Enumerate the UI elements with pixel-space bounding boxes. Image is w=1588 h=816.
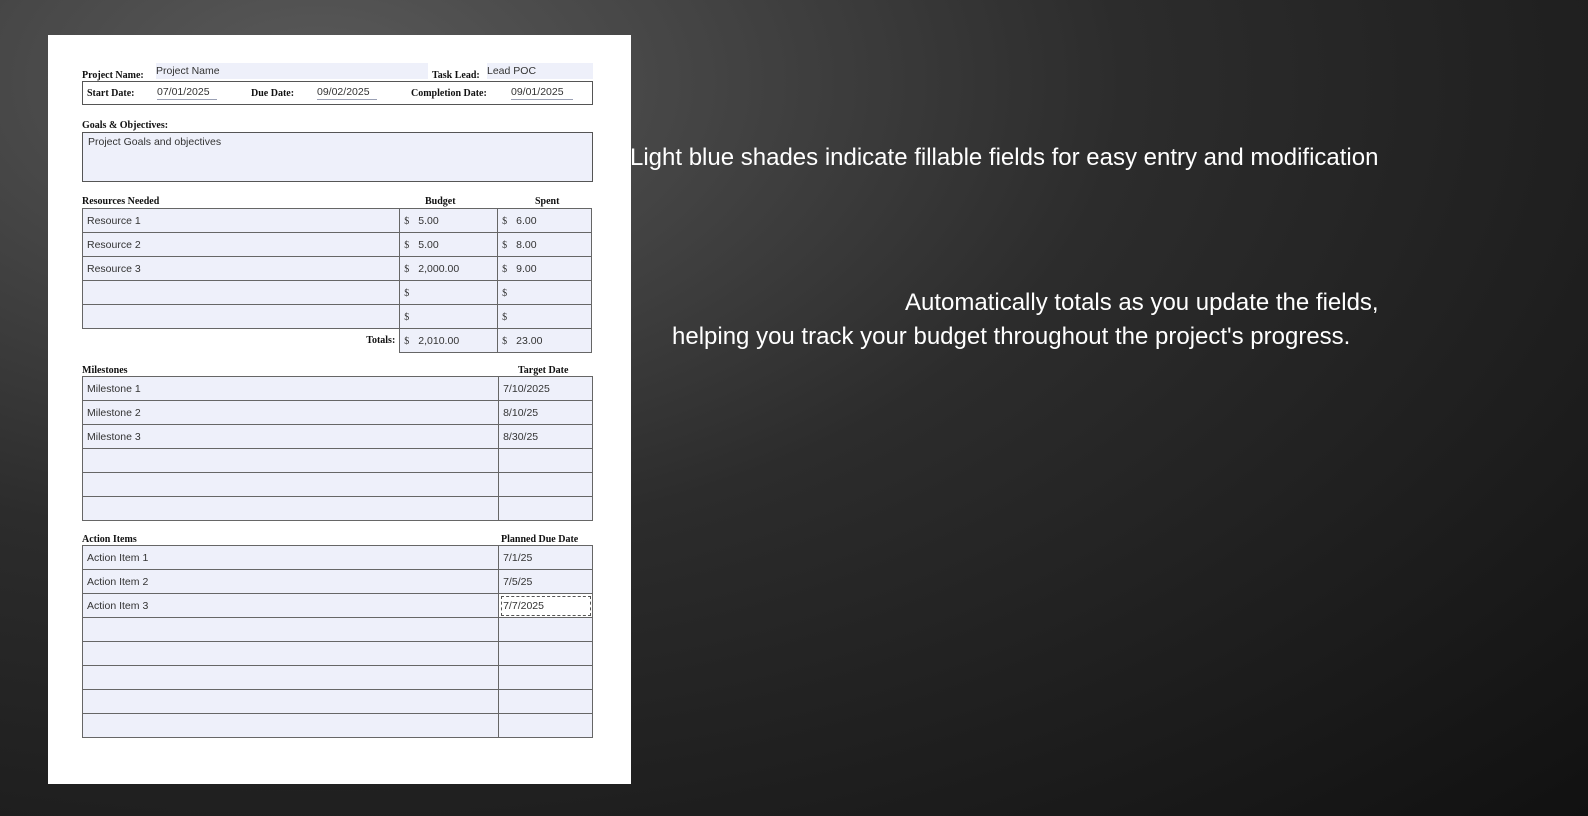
- milestone-row: [83, 377, 593, 401]
- resource-spent-cell-value: 9.00: [516, 262, 537, 275]
- action-item-name-cell[interactable]: [83, 666, 499, 690]
- totals-label: Totals:: [83, 329, 400, 353]
- start-date-field[interactable]: 07/01/2025: [157, 84, 217, 100]
- resource-spent-cell-value: 6.00: [516, 214, 537, 227]
- action-item-row: [83, 642, 593, 666]
- action-item-date-cell[interactable]: [499, 642, 593, 666]
- resource-spent-cell[interactable]: [498, 257, 592, 281]
- currency-symbol: $: [404, 263, 410, 275]
- milestone-name-cell[interactable]: [83, 449, 499, 473]
- action-item-name-cell[interactable]: [83, 642, 499, 666]
- action-item-row: [83, 690, 593, 714]
- currency-symbol: $: [502, 263, 508, 275]
- milestone-row: [83, 473, 593, 497]
- milestones-header: Milestones: [82, 365, 128, 376]
- resource-budget-cell[interactable]: [400, 281, 498, 305]
- resource-budget-cell-value: 2,000.00: [418, 262, 460, 275]
- action-item-row: [83, 594, 593, 618]
- resources-table: [82, 208, 592, 353]
- milestone-date-cell[interactable]: 8/10/25: [499, 401, 593, 425]
- goals-field[interactable]: Project Goals and objectives: [82, 132, 593, 182]
- currency-symbol: $: [404, 335, 410, 347]
- completion-date-label: Completion Date:: [411, 88, 487, 99]
- spent-header: Spent: [535, 196, 560, 207]
- action-item-name-cell[interactable]: [83, 618, 499, 642]
- project-name-label: Project Name:: [82, 70, 144, 81]
- planned-due-date-header: Planned Due Date: [501, 534, 579, 545]
- resource-row: [83, 209, 592, 233]
- action-item-row: [83, 570, 593, 594]
- resource-budget-cell[interactable]: [400, 305, 498, 329]
- action-item-name-cell[interactable]: Action Item 2: [83, 570, 499, 594]
- milestone-row: [83, 449, 593, 473]
- total-budget-cell[interactable]: [400, 329, 498, 353]
- milestone-name-cell[interactable]: [83, 497, 499, 521]
- target-date-header: Target Date: [518, 365, 569, 376]
- action-item-date-cell[interactable]: 7/5/25: [499, 570, 593, 594]
- milestone-name-cell[interactable]: Milestone 1: [83, 377, 499, 401]
- fillable-note: Light blue shades indicate fillable fields for easy entry and modification: [630, 144, 1379, 171]
- resource-name-cell[interactable]: [83, 281, 400, 305]
- currency-symbol: $: [502, 239, 508, 251]
- resource-spent-cell[interactable]: [498, 209, 592, 233]
- milestone-name-cell[interactable]: Milestone 3: [83, 425, 499, 449]
- resource-row: [83, 281, 592, 305]
- milestones-table: [82, 376, 593, 521]
- milestone-row: [83, 401, 593, 425]
- milestone-date-cell[interactable]: [499, 449, 593, 473]
- action-items-table: [82, 545, 593, 738]
- milestone-date-cell[interactable]: [499, 497, 593, 521]
- resource-row: [83, 233, 592, 257]
- total-spent-cell-value: 23.00: [516, 334, 543, 347]
- resource-name-cell[interactable]: Resource 2: [83, 233, 400, 257]
- currency-symbol: $: [502, 215, 508, 227]
- currency-symbol: $: [502, 335, 508, 347]
- total-spent-cell[interactable]: [498, 329, 592, 353]
- resource-name-cell[interactable]: Resource 3: [83, 257, 400, 281]
- resource-name-cell[interactable]: [83, 305, 400, 329]
- action-item-date-cell[interactable]: [499, 666, 593, 690]
- resource-name-cell[interactable]: Resource 1: [83, 209, 400, 233]
- resource-budget-cell-value: 5.00: [418, 214, 439, 227]
- task-lead-field[interactable]: Lead POC: [487, 63, 593, 79]
- totals-row: [83, 329, 592, 353]
- action-item-row: [83, 666, 593, 690]
- resource-row: [83, 257, 592, 281]
- milestone-date-cell[interactable]: [499, 473, 593, 497]
- milestone-date-cell[interactable]: 7/10/2025: [499, 377, 593, 401]
- resource-budget-cell-value: 5.00: [418, 238, 439, 251]
- action-items-header: Action Items: [82, 534, 137, 545]
- action-item-name-cell[interactable]: [83, 690, 499, 714]
- resource-spent-cell[interactable]: [498, 281, 592, 305]
- resource-budget-cell[interactable]: [400, 233, 498, 257]
- action-item-row: [83, 618, 593, 642]
- action-item-name-cell[interactable]: Action Item 1: [83, 546, 499, 570]
- currency-symbol: $: [502, 287, 508, 299]
- action-item-date-cell[interactable]: 7/1/25: [499, 546, 593, 570]
- totals-note-line2: helping you track your budget throughout the project's progress.: [672, 323, 1351, 350]
- total-budget-cell-value: 2,010.00: [418, 334, 460, 347]
- action-item-date-cell[interactable]: [499, 618, 593, 642]
- action-item-date-cell[interactable]: [499, 690, 593, 714]
- resource-spent-cell[interactable]: [498, 233, 592, 257]
- action-item-date-cell[interactable]: [499, 714, 593, 738]
- project-name-field[interactable]: Project Name: [156, 63, 428, 79]
- resource-budget-cell[interactable]: [400, 257, 498, 281]
- resource-row: [83, 305, 592, 329]
- task-lead-label: Task Lead:: [432, 70, 480, 81]
- action-item-name-cell[interactable]: [83, 714, 499, 738]
- milestone-name-cell[interactable]: [83, 473, 499, 497]
- resource-spent-cell[interactable]: [498, 305, 592, 329]
- goals-label: Goals & Objectives:: [82, 120, 169, 131]
- action-item-row: [83, 714, 593, 738]
- currency-symbol: $: [404, 239, 410, 251]
- milestone-date-cell[interactable]: 8/30/25: [499, 425, 593, 449]
- milestone-name-cell[interactable]: Milestone 2: [83, 401, 499, 425]
- dates-row: [82, 81, 593, 105]
- action-item-date-cell[interactable]: 7/7/2025: [499, 594, 593, 618]
- action-item-row: [83, 546, 593, 570]
- resources-header: Resources Needed: [82, 196, 160, 207]
- start-date-label: Start Date:: [87, 88, 135, 99]
- due-date-field[interactable]: 09/02/2025: [317, 84, 377, 100]
- currency-symbol: $: [502, 311, 508, 323]
- totals-note-line1: Automatically totals as you update the fields,: [905, 289, 1379, 316]
- form-page: [48, 35, 631, 784]
- currency-symbol: $: [404, 287, 410, 299]
- resource-spent-cell-value: 8.00: [516, 238, 537, 251]
- completion-date-field[interactable]: 09/01/2025: [511, 84, 573, 100]
- budget-header: Budget: [425, 196, 456, 207]
- currency-symbol: $: [404, 215, 410, 227]
- milestone-row: [83, 497, 593, 521]
- action-item-name-cell[interactable]: Action Item 3: [83, 594, 499, 618]
- resource-budget-cell[interactable]: [400, 209, 498, 233]
- milestone-row: [83, 425, 593, 449]
- currency-symbol: $: [404, 311, 410, 323]
- due-date-label: Due Date:: [251, 88, 295, 99]
